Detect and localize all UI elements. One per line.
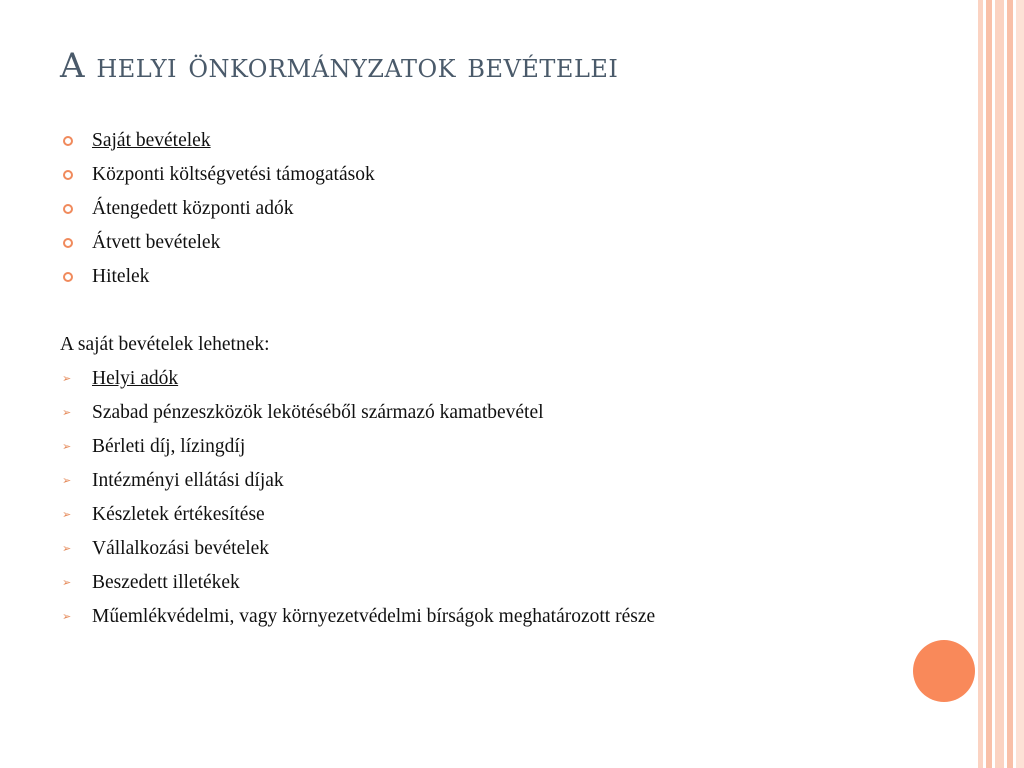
sub-list-item-label: Intézményi ellátási díjak [92, 470, 284, 491]
list-item [60, 226, 940, 260]
arrow-bullet-icon: ➢ [62, 542, 72, 555]
sub-list-item [60, 430, 940, 464]
list-item-label: Átengedett központi adók [92, 198, 294, 219]
circle-bullet-icon [63, 170, 73, 180]
sub-list-item [60, 600, 940, 634]
sub-list-item-label: Műemlékvédelmi, vagy környezetvédelmi bírságok meghatározott része [92, 606, 656, 627]
decorative-stripe [995, 0, 1004, 768]
list-item [60, 124, 940, 158]
sub-list-item [60, 464, 940, 498]
slide-title: A helyi önkormányzatok bevételei [60, 46, 619, 86]
spacer [60, 294, 940, 328]
content-list [60, 124, 940, 634]
arrow-bullet-icon: ➢ [62, 576, 72, 589]
list-item-label: Átvett bevételek [92, 232, 221, 253]
arrow-bullet-icon: ➢ [62, 474, 72, 487]
circle-bullet-icon [63, 204, 73, 214]
list-item [60, 158, 940, 192]
arrow-bullet-icon: ➢ [62, 406, 72, 419]
list-item-label: Központi költségvetési támogatások [92, 164, 375, 185]
list-item-label: Hitelek [92, 266, 150, 287]
list-item-label: Saját bevételek [92, 130, 211, 151]
decorative-stripe [1007, 0, 1013, 768]
arrow-bullet-icon: ➢ [62, 508, 72, 521]
sub-list-item-label: Szabad pénzeszközök lekötéséből származó kamatbevétel [92, 402, 544, 423]
sub-list-item [60, 532, 940, 566]
sub-list-item-label: Készletek értékesítése [92, 504, 265, 525]
sub-list-item-label: Bérleti díj, lízingdíj [92, 436, 246, 457]
sub-list-item-label: Helyi adók [92, 368, 179, 389]
sub-list-item [60, 498, 940, 532]
sub-list-item [60, 396, 940, 430]
arrow-bullet-icon: ➢ [62, 372, 72, 385]
circle-bullet-icon [63, 136, 73, 146]
list-item [60, 260, 940, 294]
sub-list-item [60, 566, 940, 600]
decorative-stripe [986, 0, 992, 768]
circle-bullet-icon [63, 272, 73, 282]
sub-list-item [60, 362, 940, 396]
subheading: A saját bevételek lehetnek: [60, 334, 270, 355]
decorative-stripe [1016, 0, 1024, 768]
sub-list-item-label: Vállalkozási bevételek [92, 538, 270, 559]
circle-bullet-icon [63, 238, 73, 248]
decorative-circle [913, 640, 975, 702]
sub-list-item-label: Beszedett illetékek [92, 572, 240, 593]
decorative-stripe [978, 0, 983, 768]
arrow-bullet-icon: ➢ [62, 440, 72, 453]
arrow-bullet-icon: ➢ [62, 610, 72, 623]
list-item [60, 192, 940, 226]
